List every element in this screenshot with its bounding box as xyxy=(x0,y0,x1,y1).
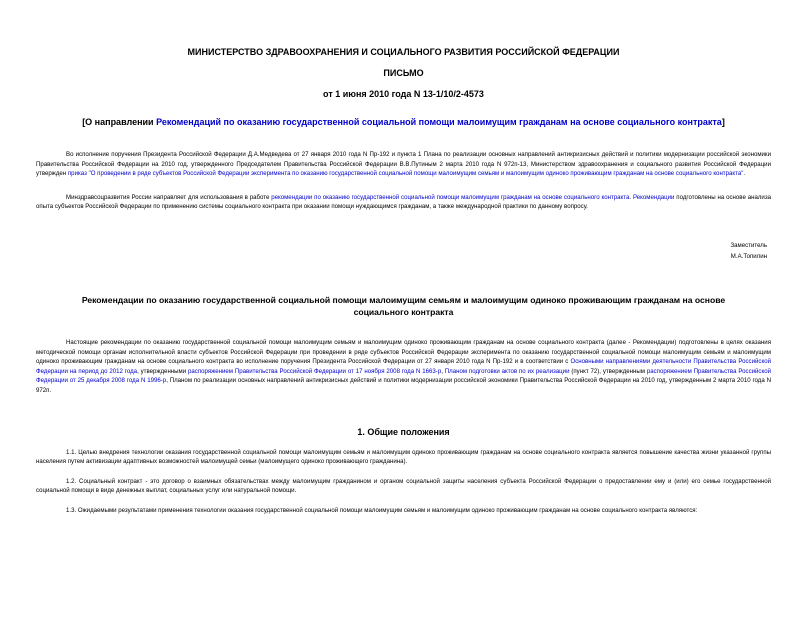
intro-text: Во исполнение поручения Президента Российской Федерации Д.А.Медведева от 27 января 2010 года N Пр-192 и пункта 1 Плана по реализации основных направлений антикризисных действий и политики модернизации российской экономики Правительства Российской Федерации на 2010 год, утвержденного Председателем Правительства Российской Федерации В.В.Путиным 2 марта 2010 года N 972п-13, Министерством здравоохранения и социального развития Российской Федерации утвержден xyxy=(36,151,771,178)
rec-intro-text-2: , утвержденными xyxy=(137,367,189,375)
list-item: 1.3. Ожидаемыми результатами применения технологии оказания государственной социальной помощи малоимущим семьям и малоимущим одиноко проживающим гражданам на основе социального контракта являются: xyxy=(66,506,698,514)
document-date-number: от 1 июня 2010 года N 13-1/10/2-4573 xyxy=(323,89,484,99)
signature-name: М.А.Топилин xyxy=(730,252,767,260)
decree-1663-link[interactable]: распоряжением Правительства Российской Федерации от 17 ноября 2008 года N 1663-р xyxy=(188,367,442,375)
document-subject xyxy=(36,116,771,128)
sending-text-middle: . xyxy=(629,193,633,201)
recommendations-title: Рекомендации по оказанию государственной социальной помощи малоимущим семьям и малоимущим одиноко проживающим гражданам на основе социального контракта xyxy=(81,294,726,317)
order-link[interactable]: приказ "О проведении в ряде субъектов Российской Федерации эксперимента по оказанию государственной социальной помощи малоимущим семьям и малоимущим одиноко проживающим гражданам на основе социального контракта" xyxy=(67,170,744,178)
acts-plan-link[interactable]: Планом подготовки актов по их реализации xyxy=(444,367,570,375)
document-type: ПИСЬМО xyxy=(383,68,424,78)
subject-link[interactable]: Рекомендаций по оказанию государственной социальной помощи малоимущим гражданам на основе социального контракта xyxy=(156,117,722,127)
rec-intro-text-4: (пункт 72), утвержденным xyxy=(569,367,647,375)
subject-open: [О направлении xyxy=(82,117,157,127)
list-item: 1.2. Социальный контракт - это договор о взаимных обязательствах между малоимущим гражданином и органом социальной защиты населения субъекта Российской Федерации о предоставлении ему и (или) его семье государственной социальной помощи в виде денежных выплат, социальных услуг или натуральной помощи. xyxy=(36,477,771,495)
sending-text-after: подготовлены на основе анализа опыта субъектов Российской Федерации по применению системы социального контракта при оказании помощи нуждающимся гражданам, а также международной практики по данному вопросу. xyxy=(36,193,771,211)
recommendations-link[interactable]: рекомендации по оказанию государственной социальной помощи малоимущим гражданам на основе социального контракта xyxy=(271,193,630,201)
intro-paragraph xyxy=(36,150,771,179)
section-heading: 1. Общие положения xyxy=(357,426,450,437)
sending-paragraph xyxy=(36,193,771,212)
document-page xyxy=(0,46,807,617)
rec-intro-text-3: , xyxy=(441,367,445,375)
list-item: 1.1. Целью внедрения технологии оказания государственной социальной помощи малоимущим семьям и малоимущим одиноко проживающим гражданам на основе социального контракта является повышение качества жизни указанной группы населения путем активизации адаптивных возможностей малоимущей семьи (малоимущего одиноко проживающего гражданина). xyxy=(36,448,771,466)
signature-block xyxy=(36,240,771,262)
rec-intro-text-5: , Планом по реализации основных направлений антикризисных действий и политики модернизации российской экономики Правительства Российской Федерации на 2010 год, утвержденным 2 марта 2010 года N 972п. xyxy=(36,377,771,394)
decree-1996-link[interactable]: распоряжением Правительства Российской Федерации от 25 декабря 2008 года N 1996-р xyxy=(36,367,772,385)
sending-text-before: Минздравсоцразвития России направляет для использования в работе xyxy=(66,193,272,201)
rec-intro-text-1: Настоящие рекомендации по оказанию государственной социальной помощи малоимущим семьям и малоимущим одиноко проживающим гражданам на основе социального контракта (далее - Рекомендации) подготовлены в целях оказания методической помощи органам исполнительной власти субъектов Российской Федерации при проведении в ряде субъектов Российской Федерации эксперимента по оказанию государственной социальной помощи малоимущим семьям и малоимущим одиноко проживающим гражданам на основе социального контракта во исполнение поручения Президента Российской Федерации от 27 января 2010 года N Пр-192 и в соответствии с xyxy=(36,338,771,366)
ministry-title: МИНИСТЕРСТВО ЗДРАВООХРАНЕНИЯ И СОЦИАЛЬНОГО РАЗВИТИЯ РОССИЙСКОЙ ФЕДЕРАЦИИ xyxy=(187,47,620,57)
subject-close: ] xyxy=(721,117,725,127)
intro-end: . xyxy=(743,170,746,178)
signature-position: Заместитель xyxy=(730,241,767,249)
government-directions-link[interactable]: Основными направлениями деятельности Правительства Российской Федерации на период до 2012 года xyxy=(36,358,771,375)
recommendations-short-link[interactable]: Рекомендации xyxy=(632,193,675,201)
recommendations-intro-paragraph xyxy=(36,338,771,396)
